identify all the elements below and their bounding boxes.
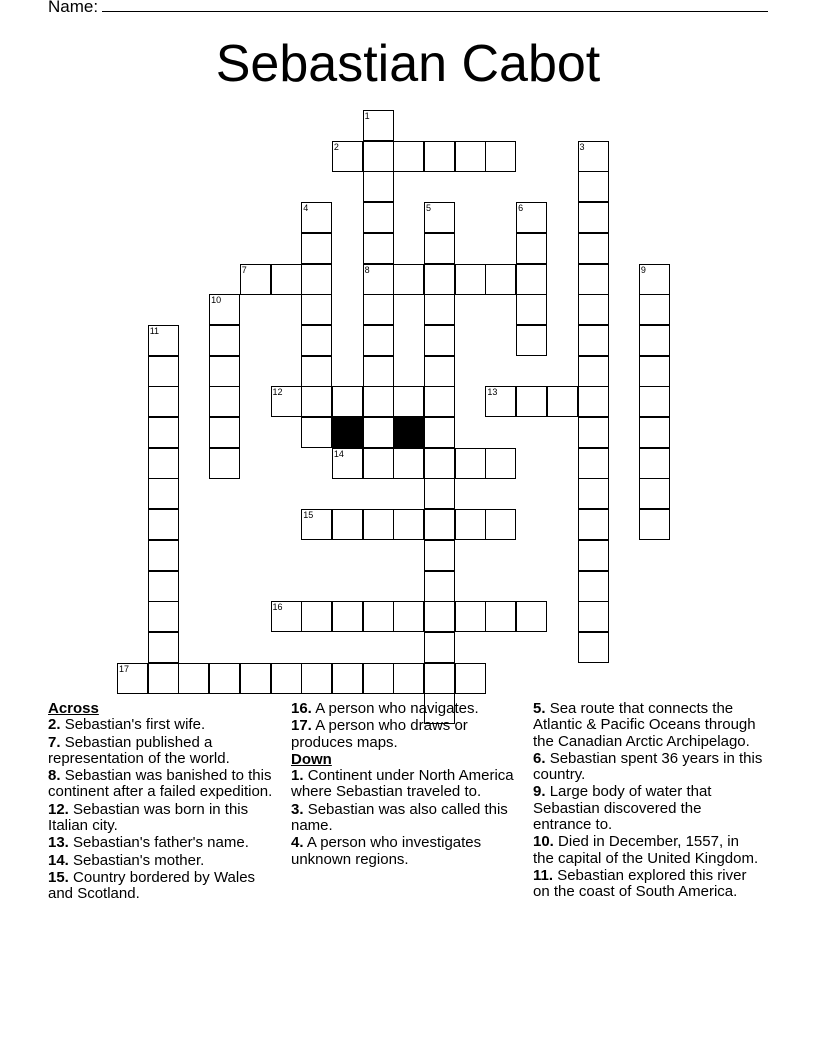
clue-number: 14: [333, 448, 344, 459]
down-clue: 1. Continent under North America where Sebastian traveled to.: [291, 767, 514, 801]
clue-number: 17: [119, 663, 130, 674]
grid-cell[interactable]: [363, 233, 394, 264]
grid-cell[interactable]: [271, 264, 302, 295]
grid-cell[interactable]: [363, 264, 394, 295]
grid-cell[interactable]: [393, 448, 424, 479]
black-square: [393, 417, 424, 448]
grid-cell[interactable]: [148, 601, 179, 632]
grid-cell[interactable]: [578, 478, 609, 509]
grid-cell[interactable]: [209, 356, 240, 387]
grid-cell[interactable]: [148, 571, 179, 602]
across-clue: 8. Sebastian was banished to this continent after a failed expedition.: [48, 767, 273, 801]
grid-cell[interactable]: [639, 448, 670, 479]
grid-cell[interactable]: [578, 202, 609, 233]
grid-cell[interactable]: [209, 417, 240, 448]
grid-cell[interactable]: [301, 202, 332, 233]
grid-cell[interactable]: [578, 386, 609, 417]
grid-cell[interactable]: [332, 601, 363, 632]
across-clue: 13. Sebastian's father's name.: [48, 834, 249, 852]
grid-cell[interactable]: [424, 478, 455, 509]
grid-cell[interactable]: [424, 202, 455, 233]
grid-cell[interactable]: [516, 264, 547, 295]
grid-cell[interactable]: [148, 448, 179, 479]
clues-column-1: [48, 701, 280, 904]
grid-cell[interactable]: [455, 509, 486, 540]
grid-cell[interactable]: [578, 448, 609, 479]
grid-cell[interactable]: [639, 478, 670, 509]
grid-cell[interactable]: [516, 202, 547, 233]
grid-cell[interactable]: [485, 264, 516, 295]
clue-number: 8: [364, 264, 370, 275]
grid-cell[interactable]: [148, 417, 179, 448]
grid-cell[interactable]: [578, 601, 609, 632]
grid-cell[interactable]: [148, 632, 179, 663]
grid-cell[interactable]: [301, 509, 332, 540]
grid-cell[interactable]: [363, 448, 394, 479]
grid-cell[interactable]: [363, 171, 394, 202]
grid-cell[interactable]: [209, 448, 240, 479]
grid-cell[interactable]: [271, 386, 302, 417]
grid-cell[interactable]: [301, 601, 332, 632]
grid-cell[interactable]: [578, 540, 609, 571]
grid-cell[interactable]: [424, 264, 455, 295]
down-heading: Down: [291, 750, 332, 768]
grid-cell[interactable]: [363, 601, 394, 632]
grid-cell[interactable]: [178, 663, 209, 694]
grid-cell[interactable]: [455, 601, 486, 632]
grid-cell[interactable]: [301, 663, 332, 694]
grid-cell[interactable]: [578, 141, 609, 172]
grid-cell[interactable]: [301, 417, 332, 448]
grid-cell[interactable]: [578, 171, 609, 202]
down-clue: 5. Sea route that connects the Atlantic & Pacific Oceans through the Canadian Arctic Archipelago.: [533, 700, 756, 750]
clues-column-2: [291, 701, 527, 869]
grid-cell[interactable]: [639, 386, 670, 417]
grid-cell[interactable]: [332, 141, 363, 172]
down-clue: 10. Died in December, 1557, in the capital of the United Kingdom.: [533, 833, 759, 867]
down-clue: 3. Sebastian was also called this name.: [291, 800, 508, 835]
grid-cell[interactable]: [424, 632, 455, 663]
grid-cell[interactable]: [578, 356, 609, 387]
grid-cell[interactable]: [424, 540, 455, 571]
grid-cell[interactable]: [301, 356, 332, 387]
clue-number: 13: [487, 387, 498, 398]
grid-cell[interactable]: [209, 294, 240, 325]
clue-number: 12: [272, 387, 283, 398]
clue-number: 9: [640, 264, 646, 275]
grid-cell[interactable]: [301, 233, 332, 264]
grid-cell[interactable]: [639, 294, 670, 325]
clue-number: 6: [518, 203, 524, 214]
grid-cell[interactable]: [209, 325, 240, 356]
across-clue: 15. Country bordered by Wales and Scotland.: [48, 868, 256, 903]
grid-cell[interactable]: [578, 264, 609, 295]
grid-cell[interactable]: [301, 264, 332, 295]
grid-cell[interactable]: [332, 663, 363, 694]
across-clue: 12. Sebastian was born in this Italian city.: [48, 800, 249, 835]
across-clue: 17. A person who draws or produces maps.: [291, 717, 468, 751]
grid-cell[interactable]: [363, 325, 394, 356]
grid-cell[interactable]: [148, 386, 179, 417]
clue-number: 15: [303, 510, 314, 521]
grid-cell[interactable]: [393, 141, 424, 172]
grid-cell[interactable]: [516, 386, 547, 417]
grid-cell[interactable]: [117, 663, 148, 694]
grid-cell[interactable]: [240, 264, 271, 295]
grid-cell[interactable]: [516, 294, 547, 325]
grid-cell[interactable]: [393, 601, 424, 632]
grid-cell[interactable]: [148, 663, 179, 694]
grid-cell[interactable]: [578, 294, 609, 325]
grid-cell[interactable]: [639, 356, 670, 387]
down-clue: 11. Sebastian explored this river on the coast of South America.: [533, 866, 747, 901]
grid-cell[interactable]: [485, 601, 516, 632]
clue-number: 10: [211, 295, 222, 306]
clue-number: 4: [303, 203, 309, 214]
grid-cell[interactable]: [485, 509, 516, 540]
grid-cell[interactable]: [455, 448, 486, 479]
name-label: Name:: [48, 0, 99, 16]
grid-cell[interactable]: [363, 110, 394, 141]
grid-cell[interactable]: [455, 264, 486, 295]
grid-cell[interactable]: [363, 202, 394, 233]
grid-cell[interactable]: [485, 141, 516, 172]
clue-number: 3: [579, 141, 585, 152]
across-heading: Across: [48, 700, 99, 717]
grid-cell[interactable]: [424, 663, 455, 694]
across-clue: 7. Sebastian published a representation of the world.: [48, 733, 230, 767]
grid-cell[interactable]: [639, 264, 670, 295]
across-clue: 2. Sebastian's first wife.: [48, 716, 206, 734]
grid-cell[interactable]: [393, 264, 424, 295]
grid-cell[interactable]: [424, 386, 455, 417]
across-clue: 14. Sebastian's mother.: [48, 851, 205, 869]
grid-cell[interactable]: [209, 663, 240, 694]
grid-cell[interactable]: [639, 509, 670, 540]
grid-cell[interactable]: [578, 325, 609, 356]
grid-cell[interactable]: [148, 325, 179, 356]
grid-cell[interactable]: [363, 663, 394, 694]
grid-cell[interactable]: [516, 601, 547, 632]
grid-cell[interactable]: [393, 509, 424, 540]
clues-column-3: [533, 701, 763, 902]
grid-cell[interactable]: [332, 448, 363, 479]
grid-cell[interactable]: [485, 448, 516, 479]
grid-cell[interactable]: [363, 141, 394, 172]
grid-cell[interactable]: [148, 356, 179, 387]
grid-cell[interactable]: [424, 601, 455, 632]
grid-cell[interactable]: [424, 233, 455, 264]
grid-cell[interactable]: [424, 417, 455, 448]
clue-number: 11: [149, 325, 160, 336]
grid-cell[interactable]: [424, 571, 455, 602]
grid-cell[interactable]: [148, 540, 179, 571]
grid-cell[interactable]: [455, 663, 486, 694]
grid-cell[interactable]: [301, 294, 332, 325]
grid-cell[interactable]: [578, 632, 609, 663]
grid-cell[interactable]: [393, 663, 424, 694]
clue-number: 5: [426, 203, 432, 214]
clue-number: 16: [272, 602, 283, 613]
grid-cell[interactable]: [424, 448, 455, 479]
grid-cell[interactable]: [639, 417, 670, 448]
grid-cell[interactable]: [424, 294, 455, 325]
grid-cell[interactable]: [332, 386, 363, 417]
grid-cell[interactable]: [516, 233, 547, 264]
grid-cell[interactable]: [393, 386, 424, 417]
grid-cell[interactable]: [578, 417, 609, 448]
grid-cell[interactable]: [301, 386, 332, 417]
grid-cell[interactable]: [209, 386, 240, 417]
grid-cell[interactable]: [455, 141, 486, 172]
grid-cell[interactable]: [578, 509, 609, 540]
grid-cell[interactable]: [363, 417, 394, 448]
grid-cell[interactable]: [485, 386, 516, 417]
down-clue: 9. Large body of water that Sebastian discovered the entrance to.: [533, 783, 712, 834]
grid-cell[interactable]: [148, 478, 179, 509]
black-square: [332, 417, 363, 448]
grid-cell[interactable]: [363, 356, 394, 387]
grid-cell[interactable]: [424, 356, 455, 387]
grid-cell[interactable]: [240, 663, 271, 694]
grid-cell[interactable]: [639, 325, 670, 356]
grid-cell[interactable]: [271, 601, 302, 632]
clue-number: 7: [241, 264, 247, 275]
grid-cell[interactable]: [424, 325, 455, 356]
down-clue: 6. Sebastian spent 36 years in this country.: [533, 749, 763, 784]
across-clue: 16. A person who navigates.: [291, 700, 479, 717]
down-clue: 4. A person who investigates unknown regions.: [291, 834, 482, 868]
grid-cell[interactable]: [271, 663, 302, 694]
grid-cell[interactable]: [301, 325, 332, 356]
grid-cell[interactable]: [424, 509, 455, 540]
grid-cell[interactable]: [578, 571, 609, 602]
grid-cell[interactable]: [363, 294, 394, 325]
grid-cell[interactable]: [148, 509, 179, 540]
clue-number: 2: [333, 141, 339, 152]
grid-cell[interactable]: [424, 141, 455, 172]
grid-cell[interactable]: [547, 386, 578, 417]
grid-cell[interactable]: [332, 509, 363, 540]
clue-number: 1: [364, 111, 370, 121]
grid-cell[interactable]: [363, 386, 394, 417]
grid-cell[interactable]: [363, 509, 394, 540]
page-title: Sebastian Cabot: [215, 35, 601, 93]
grid-cell[interactable]: [516, 325, 547, 356]
grid-cell[interactable]: [578, 233, 609, 264]
